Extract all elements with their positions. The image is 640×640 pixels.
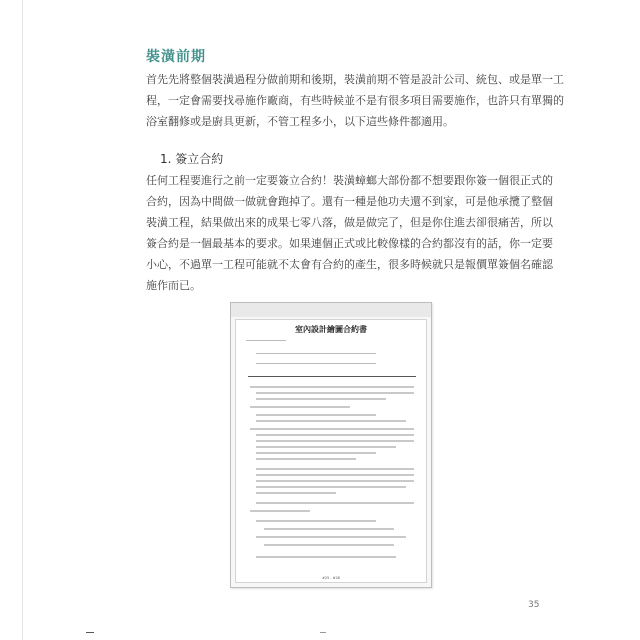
intro-line: 首先先將整個裝潢過程分做前期和後期，裝潢前期不管是設計公司、統包、或是單一工 [146,73,564,86]
document-title: 室內設計繪圖合約書 [295,325,367,334]
contract-line: 施作而已。 [146,279,201,292]
contract-paragraph [146,170,553,296]
document-top-strip [231,303,431,317]
doc-text-line [250,386,414,388]
section-title: 裝潢前期 [146,49,206,65]
doc-text-line [246,340,286,341]
intro-paragraph [146,69,564,132]
intro-line: 程，一定會需要找尋施作廠商，有些時候並不是有很多項目需要施作，也許只有單獨的 [146,94,564,107]
doc-text-line [264,544,394,546]
page-edge [22,0,23,640]
doc-text-line [256,486,406,488]
doc-text-line [256,556,396,558]
doc-text-line [256,480,414,482]
scan-mark [86,632,94,633]
doc-text-line [256,420,406,422]
doc-text-line [256,492,336,494]
doc-text-line [256,440,414,442]
doc-text-line [256,520,376,522]
doc-text-line [256,502,414,504]
document-page [235,319,427,583]
doc-text-line [256,474,414,476]
doc-text-line [256,458,356,460]
doc-text-line [256,434,414,436]
doc-text-line [248,376,416,377]
contract-document-image [230,302,432,588]
page-number: 35 [528,600,540,610]
doc-text-line [250,428,414,430]
contract-line: 裝潢工程，結果做出來的成果七零八落，做是做完了，但是你住進去卻很痛苦，所以 [146,216,553,229]
doc-text-line [250,510,310,512]
doc-text-line [250,406,350,408]
doc-text-line [256,392,414,394]
doc-text-line [256,363,376,364]
scan-mark [320,632,326,633]
contract-line: 任何工程要進行之前一定要簽立合約！裝潢蟑螂大部份都不想要跟你簽一個很正式的 [146,174,553,187]
doc-text-line [256,468,414,470]
doc-text-line [264,528,394,530]
doc-text-line [256,536,406,538]
contract-line: 簽合約是一個最基本的要求。如果連個正式或比較像樣的合約都沒有的話，你一定要 [146,237,553,250]
intro-line: 浴室翻修或是廚具更新，不管工程多小，以下這些條件都適用。 [146,115,454,128]
doc-text-line [256,446,396,448]
contract-heading: 1. 簽立合約 [160,152,224,166]
doc-text-line [256,398,386,400]
document-footer: #25 - #28 [322,576,340,580]
doc-text-line [256,452,376,454]
doc-text-line [256,353,376,354]
contract-line: 小心，不過單一工程可能就不太會有合約的產生，很多時候就只是報價單簽個名確認 [146,258,553,271]
doc-text-line [256,414,376,416]
contract-line: 合約，因為中間做一做就會跑掉了。還有一種是他功夫還不到家，可是他承攬了整個 [146,195,553,208]
